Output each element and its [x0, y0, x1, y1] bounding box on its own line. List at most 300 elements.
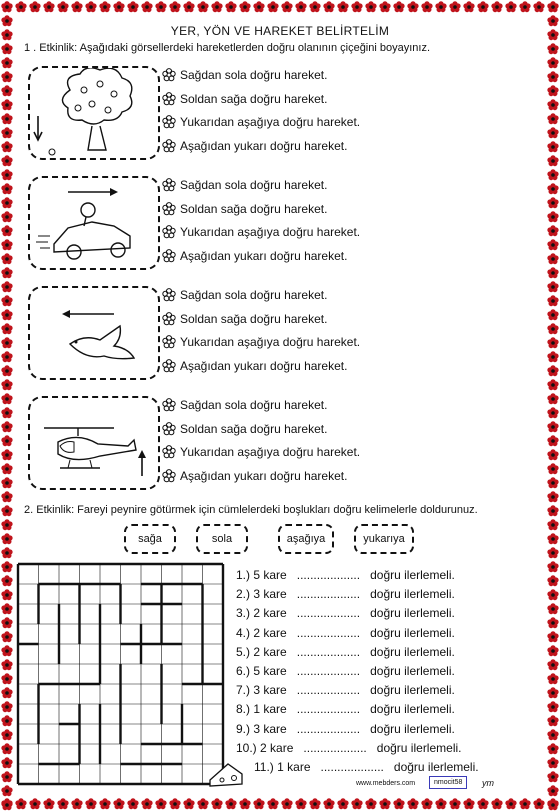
- option-label: Yukarıdan aşağıya doğru hareket.: [180, 225, 361, 239]
- option-flower-item[interactable]: [162, 249, 347, 263]
- border-flower-icon: [57, 1, 68, 12]
- border-flower-icon: [547, 463, 558, 474]
- flower-icon: [162, 249, 176, 263]
- border-flower-icon: [1, 407, 12, 418]
- border-flower-icon: [547, 155, 558, 166]
- border-flower-icon: [211, 1, 222, 12]
- border-flower-icon: [547, 477, 558, 488]
- border-flower-icon: [295, 1, 306, 12]
- option-label: Aşağıdan yukarı doğru hareket.: [180, 468, 348, 483]
- border-flower-icon: [225, 1, 236, 12]
- border-flower-icon: [281, 1, 292, 12]
- word-box-saga: sağa: [124, 524, 176, 554]
- option-flower-item[interactable]: [162, 202, 327, 216]
- border-flower-icon: [547, 141, 558, 152]
- option-flower-item[interactable]: [162, 178, 327, 192]
- border-flower-icon: [211, 798, 222, 809]
- option-label: Sağdan sola doğru hareket.: [180, 288, 328, 302]
- cheese-icon: [208, 760, 244, 788]
- step-blank[interactable]: ...................: [296, 625, 361, 640]
- flower-icon: [162, 359, 176, 373]
- step-tail: doğru ilerlemeli.: [370, 664, 455, 678]
- border-flower-icon: [379, 798, 390, 809]
- step-number: 9.): [236, 721, 251, 736]
- border-flower-icon: [309, 1, 320, 12]
- border-flower-icon: [1, 155, 12, 166]
- flower-icon: [162, 288, 176, 302]
- border-flower-icon: [547, 113, 558, 124]
- border-flower-icon: [393, 1, 404, 12]
- step-blank[interactable]: ...................: [296, 606, 361, 621]
- option-flower-item[interactable]: [162, 68, 327, 82]
- helicopter-icon: [30, 398, 158, 488]
- instruction-step: [236, 741, 461, 755]
- border-flower-icon: [1, 477, 12, 488]
- border-flower-icon: [351, 798, 362, 809]
- option-flower-item[interactable]: [162, 469, 347, 483]
- top-flower-border: [0, 0, 560, 14]
- option-label: Yukarıdan aşağıya doğru hareket.: [180, 115, 361, 129]
- border-flower-icon: [547, 43, 558, 54]
- border-flower-icon: [43, 798, 54, 809]
- border-flower-icon: [547, 197, 558, 208]
- border-flower-icon: [365, 1, 376, 12]
- border-flower-icon: [393, 798, 404, 809]
- border-flower-icon: [547, 771, 558, 782]
- border-flower-icon: [1, 211, 12, 222]
- border-flower-icon: [1, 463, 12, 474]
- border-flower-icon: [547, 631, 558, 642]
- option-flower-item[interactable]: [162, 225, 360, 239]
- border-flower-icon: [547, 225, 558, 236]
- border-flower-icon: [547, 757, 558, 768]
- border-flower-icon: [1, 253, 12, 264]
- border-flower-icon: [547, 183, 558, 194]
- option-flower-item[interactable]: [162, 398, 327, 412]
- border-flower-icon: [491, 798, 502, 809]
- border-flower-icon: [505, 1, 516, 12]
- instruction-step: [236, 606, 455, 620]
- border-flower-icon: [1, 743, 12, 754]
- border-flower-icon: [155, 1, 166, 12]
- step-tail: doğru ilerlemeli.: [370, 606, 455, 621]
- border-flower-icon: [1, 351, 12, 362]
- border-flower-icon: [113, 1, 124, 12]
- option-flower-item[interactable]: [162, 115, 360, 129]
- word-box-yukariya: yukarıya: [354, 524, 414, 554]
- step-count: 2 kare: [253, 644, 287, 659]
- border-flower-icon: [183, 1, 194, 12]
- flower-icon: [162, 92, 176, 106]
- border-flower-icon: [547, 687, 558, 698]
- border-flower-icon: [477, 1, 488, 12]
- step-blank[interactable]: ...................: [303, 740, 367, 755]
- border-flower-icon: [421, 798, 432, 809]
- flower-icon: [162, 422, 176, 436]
- activity2-instruction: 2. Etkinlik: Fareyi peynire götürmek için cümlelerdeki boşlukları doğru kelimelerle doldurunuz.: [24, 504, 478, 516]
- flower-icon: [162, 335, 176, 349]
- border-flower-icon: [1, 757, 12, 768]
- border-flower-icon: [127, 1, 138, 12]
- border-flower-icon: [267, 1, 278, 12]
- border-flower-icon: [1, 449, 12, 460]
- step-tail: doğru ilerlemeli.: [370, 644, 455, 659]
- border-flower-icon: [463, 1, 474, 12]
- border-flower-icon: [1, 687, 12, 698]
- step-tail: doğru ilerlemeli.: [370, 568, 455, 582]
- border-flower-icon: [309, 798, 320, 809]
- car-picture: [28, 176, 160, 270]
- border-flower-icon: [1, 183, 12, 194]
- border-flower-icon: [547, 673, 558, 684]
- step-tail: doğru ilerlemeli.: [370, 625, 455, 640]
- car-icon: [30, 178, 158, 268]
- border-flower-icon: [449, 1, 460, 12]
- border-flower-icon: [1, 673, 12, 684]
- border-flower-icon: [533, 1, 544, 12]
- border-flower-icon: [169, 1, 180, 12]
- border-flower-icon: [1, 197, 12, 208]
- border-flower-icon: [547, 421, 558, 432]
- border-flower-icon: [225, 798, 236, 809]
- border-flower-icon: [1, 785, 12, 796]
- border-flower-icon: [421, 1, 432, 12]
- border-flower-icon: [1, 575, 12, 586]
- step-blank[interactable]: ...................: [320, 760, 384, 774]
- border-flower-icon: [547, 617, 558, 628]
- border-flower-icon: [323, 1, 334, 12]
- border-flower-icon: [71, 798, 82, 809]
- step-number: 2.): [236, 587, 251, 602]
- border-flower-icon: [533, 798, 544, 809]
- flower-icon: [162, 178, 176, 192]
- border-flower-icon: [547, 799, 558, 810]
- border-flower-icon: [407, 1, 418, 12]
- step-blank[interactable]: ...................: [296, 587, 361, 602]
- apple-tree-icon: [30, 68, 158, 158]
- border-flower-icon: [141, 798, 152, 809]
- border-flower-icon: [267, 798, 278, 809]
- border-flower-icon: [547, 603, 558, 614]
- border-flower-icon: [1, 631, 12, 642]
- footer-site: www.mebders.com: [356, 780, 416, 787]
- border-flower-icon: [1, 309, 12, 320]
- border-flower-icon: [1, 701, 12, 712]
- border-flower-icon: [1, 533, 12, 544]
- border-flower-icon: [547, 729, 558, 740]
- border-flower-icon: [1, 799, 12, 810]
- border-flower-icon: [1, 659, 12, 670]
- border-flower-icon: [1, 337, 12, 348]
- step-count: 3 kare: [253, 683, 287, 698]
- border-flower-icon: [15, 1, 26, 12]
- border-flower-icon: [337, 798, 348, 809]
- border-flower-icon: [1, 729, 12, 740]
- step-number: 7.): [236, 683, 251, 698]
- step-tail: doğru ilerlemeli.: [370, 721, 455, 736]
- border-flower-icon: [85, 1, 96, 12]
- border-flower-icon: [1, 771, 12, 782]
- step-count: 2 kare: [260, 740, 294, 755]
- bird-icon: [30, 288, 158, 378]
- border-flower-icon: [113, 798, 124, 809]
- border-flower-icon: [547, 323, 558, 334]
- border-flower-icon: [1, 379, 12, 390]
- instruction-step: [236, 568, 455, 582]
- border-flower-icon: [547, 435, 558, 446]
- border-flower-icon: [547, 575, 558, 586]
- flower-icon: [162, 398, 176, 412]
- border-flower-icon: [85, 798, 96, 809]
- helicopter-picture: [28, 396, 160, 490]
- border-flower-icon: [1, 43, 12, 54]
- option-label: Aşağıdan yukarı doğru hareket.: [180, 138, 348, 153]
- border-flower-icon: [547, 701, 558, 712]
- option-label: Sağdan sola doğru hareket.: [180, 398, 328, 412]
- word-box-sola: sola: [196, 524, 248, 554]
- border-flower-icon: [295, 798, 306, 809]
- instruction-step: [236, 664, 455, 678]
- border-flower-icon: [547, 267, 558, 278]
- worksheet: [16, 16, 544, 795]
- step-blank[interactable]: ...................: [296, 702, 361, 717]
- border-flower-icon: [71, 1, 82, 12]
- step-blank[interactable]: ...................: [296, 683, 361, 698]
- option-flower-item[interactable]: [162, 139, 347, 153]
- step-number: 11.): [254, 760, 274, 774]
- border-flower-icon: [1, 99, 12, 110]
- option-label: Soldan sağa doğru hareket.: [180, 421, 328, 436]
- border-flower-icon: [337, 1, 348, 12]
- border-flower-icon: [1, 505, 12, 516]
- border-flower-icon: [449, 798, 460, 809]
- step-blank[interactable]: ...................: [296, 664, 361, 678]
- option-flower-item[interactable]: [162, 359, 347, 373]
- border-flower-icon: [547, 127, 558, 138]
- option-flower-item[interactable]: [162, 288, 327, 302]
- border-flower-icon: [57, 798, 68, 809]
- step-blank[interactable]: ...................: [296, 568, 361, 582]
- border-flower-icon: [547, 449, 558, 460]
- border-flower-icon: [547, 99, 558, 110]
- bottom-flower-border: [0, 797, 560, 811]
- footer-signature: ym: [482, 778, 494, 788]
- border-flower-icon: [491, 1, 502, 12]
- step-tail: doğru ilerlemeli.: [370, 702, 455, 717]
- instruction-step: [236, 587, 455, 601]
- step-count: 5 kare: [253, 664, 287, 678]
- border-flower-icon: [547, 365, 558, 376]
- border-flower-icon: [1, 547, 12, 558]
- flower-icon: [162, 469, 176, 483]
- border-flower-icon: [197, 1, 208, 12]
- border-flower-icon: [1, 589, 12, 600]
- border-flower-icon: [547, 71, 558, 82]
- border-flower-icon: [1, 225, 12, 236]
- border-flower-icon: [1, 71, 12, 82]
- step-number: 6.): [236, 664, 251, 678]
- activity1-instruction: 1 . Etkinlik: Aşağıdaki görsellerdeki hareketlerden doğru olanının çiçeğini boyayınız.: [24, 42, 431, 54]
- border-flower-icon: [99, 1, 110, 12]
- option-flower-item[interactable]: [162, 335, 360, 349]
- border-flower-icon: [1, 239, 12, 250]
- border-flower-icon: [1, 15, 12, 26]
- step-count: 1 kare: [253, 702, 287, 717]
- step-count: 3 kare: [253, 721, 287, 736]
- border-flower-icon: [547, 561, 558, 572]
- instruction-step: [236, 626, 455, 640]
- step-count: 5 kare: [253, 568, 287, 582]
- flower-icon: [162, 445, 176, 459]
- border-flower-icon: [477, 798, 488, 809]
- border-flower-icon: [239, 798, 250, 809]
- step-count: 2 kare: [253, 625, 287, 640]
- border-flower-icon: [547, 309, 558, 320]
- option-label: Sağdan sola doğru hareket.: [180, 178, 328, 192]
- option-flower-item[interactable]: [162, 422, 327, 436]
- border-flower-icon: [547, 253, 558, 264]
- border-flower-icon: [547, 351, 558, 362]
- border-flower-icon: [1, 141, 12, 152]
- border-flower-icon: [1, 645, 12, 656]
- option-label: Soldan sağa doğru hareket.: [180, 91, 328, 106]
- border-flower-icon: [1, 435, 12, 446]
- right-flower-border: [546, 0, 560, 811]
- step-tail: doğru ilerlemeli.: [376, 740, 462, 755]
- option-flower-item[interactable]: [162, 445, 360, 459]
- border-flower-icon: [547, 505, 558, 516]
- step-number: 8.): [236, 702, 251, 717]
- flower-icon: [162, 225, 176, 239]
- border-flower-icon: [1, 519, 12, 530]
- border-flower-icon: [1, 1, 12, 12]
- left-flower-border: [0, 0, 14, 811]
- border-flower-icon: [547, 15, 558, 26]
- border-flower-icon: [547, 295, 558, 306]
- border-flower-icon: [547, 29, 558, 40]
- option-label: Aşağıdan yukarı doğru hareket.: [180, 358, 348, 373]
- step-blank[interactable]: ...................: [296, 644, 361, 659]
- border-flower-icon: [547, 169, 558, 180]
- border-flower-icon: [547, 547, 558, 558]
- border-flower-icon: [1, 295, 12, 306]
- border-flower-icon: [547, 533, 558, 544]
- border-flower-icon: [1, 127, 12, 138]
- border-flower-icon: [435, 1, 446, 12]
- flower-icon: [162, 139, 176, 153]
- step-count: 2 kare: [253, 606, 287, 621]
- option-flower-item[interactable]: [162, 312, 327, 326]
- border-flower-icon: [183, 798, 194, 809]
- border-flower-icon: [547, 393, 558, 404]
- border-flower-icon: [155, 798, 166, 809]
- step-tail: doğru ilerlemeli.: [393, 760, 479, 774]
- border-flower-icon: [547, 743, 558, 754]
- step-number: 1.): [236, 568, 251, 582]
- instruction-step: [236, 702, 455, 716]
- border-flower-icon: [29, 798, 40, 809]
- border-flower-icon: [1, 491, 12, 502]
- border-flower-icon: [547, 211, 558, 222]
- border-flower-icon: [1, 715, 12, 726]
- border-flower-icon: [547, 281, 558, 292]
- border-flower-icon: [1, 281, 12, 292]
- border-flower-icon: [505, 798, 516, 809]
- border-flower-icon: [99, 798, 110, 809]
- border-flower-icon: [253, 1, 264, 12]
- border-flower-icon: [547, 1, 558, 12]
- step-number: 3.): [236, 606, 251, 621]
- step-blank[interactable]: ...................: [296, 721, 361, 736]
- border-flower-icon: [435, 798, 446, 809]
- border-flower-icon: [127, 798, 138, 809]
- option-label: Yukarıdan aşağıya doğru hareket.: [180, 445, 361, 459]
- border-flower-icon: [547, 491, 558, 502]
- border-flower-icon: [547, 715, 558, 726]
- border-flower-icon: [1, 323, 12, 334]
- option-flower-item[interactable]: [162, 92, 327, 106]
- border-flower-icon: [547, 785, 558, 796]
- border-flower-icon: [1, 393, 12, 404]
- option-label: Soldan sağa doğru hareket.: [180, 201, 328, 216]
- border-flower-icon: [547, 659, 558, 670]
- border-flower-icon: [1, 267, 12, 278]
- border-flower-icon: [253, 798, 264, 809]
- border-flower-icon: [547, 645, 558, 656]
- border-flower-icon: [1, 421, 12, 432]
- step-tail: doğru ilerlemeli.: [370, 587, 455, 602]
- flower-icon: [162, 115, 176, 129]
- border-flower-icon: [519, 798, 530, 809]
- border-flower-icon: [547, 239, 558, 250]
- border-flower-icon: [141, 1, 152, 12]
- option-label: Sağdan sola doğru hareket.: [180, 68, 328, 82]
- step-number: 10.): [236, 740, 257, 755]
- border-flower-icon: [547, 379, 558, 390]
- border-flower-icon: [1, 57, 12, 68]
- border-flower-icon: [1, 617, 12, 628]
- step-count: 3 kare: [253, 587, 287, 602]
- option-label: Aşağıdan yukarı doğru hareket.: [180, 248, 348, 263]
- border-flower-icon: [1, 561, 12, 572]
- border-flower-icon: [547, 589, 558, 600]
- border-flower-icon: [1, 113, 12, 124]
- border-flower-icon: [1, 85, 12, 96]
- border-flower-icon: [29, 1, 40, 12]
- flower-icon: [162, 202, 176, 216]
- flower-icon: [162, 312, 176, 326]
- border-flower-icon: [463, 798, 474, 809]
- apple-tree-picture: [28, 66, 160, 160]
- border-flower-icon: [519, 1, 530, 12]
- border-flower-icon: [547, 337, 558, 348]
- border-flower-icon: [43, 1, 54, 12]
- border-flower-icon: [407, 798, 418, 809]
- word-box-asagiya: aşağıya: [278, 524, 334, 554]
- step-tail: doğru ilerlemeli.: [370, 683, 455, 698]
- border-flower-icon: [1, 29, 12, 40]
- step-number: 5.): [236, 644, 251, 659]
- border-flower-icon: [547, 519, 558, 530]
- instruction-step: [254, 760, 479, 774]
- step-number: 4.): [236, 625, 251, 640]
- flower-icon: [162, 68, 176, 82]
- border-flower-icon: [1, 365, 12, 376]
- border-flower-icon: [547, 85, 558, 96]
- bird-picture: [28, 286, 160, 380]
- border-flower-icon: [239, 1, 250, 12]
- border-flower-icon: [1, 169, 12, 180]
